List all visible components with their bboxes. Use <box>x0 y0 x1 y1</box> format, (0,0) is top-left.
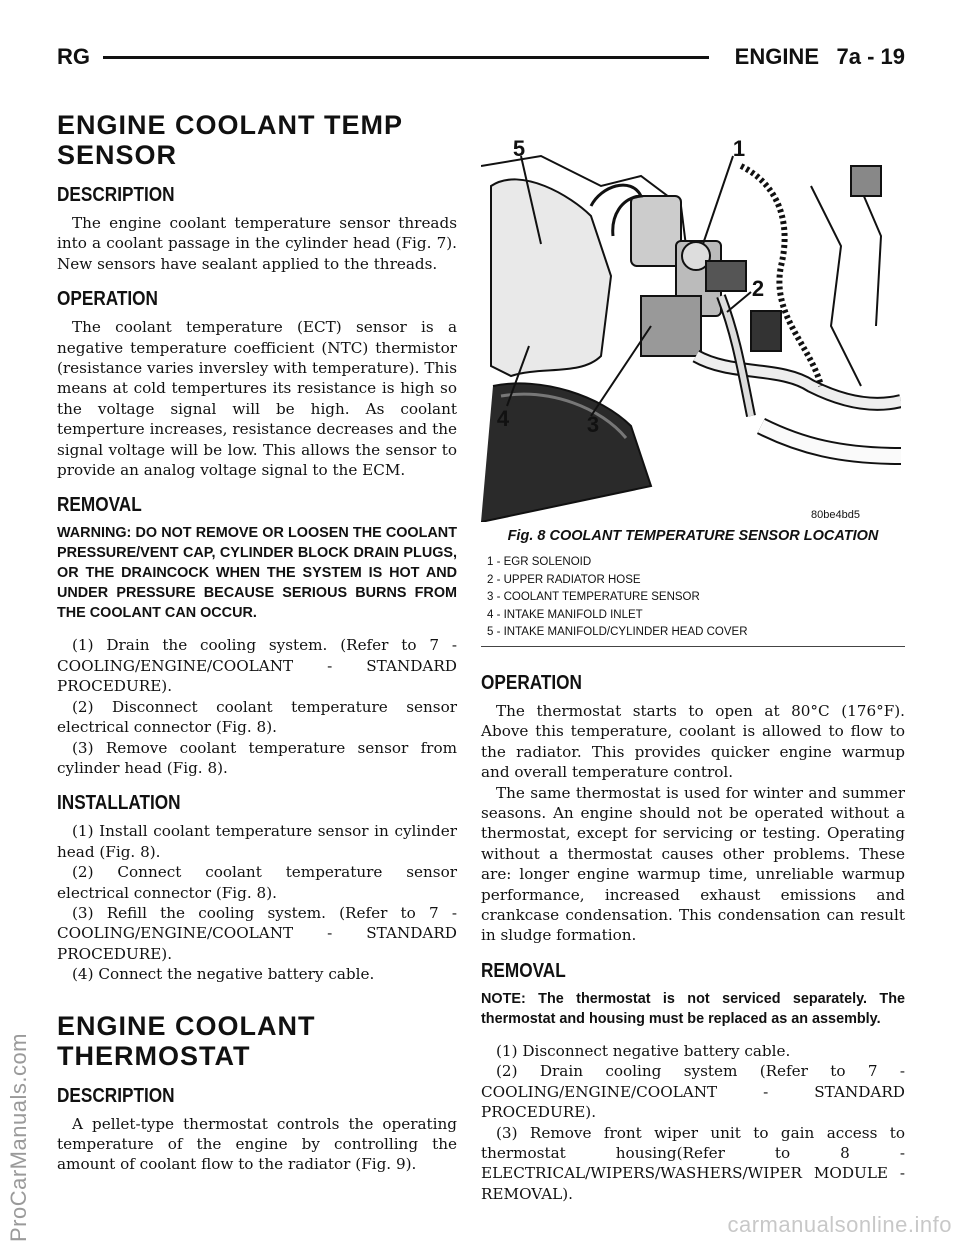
section-title-sensor: ENGINE COOLANT TEMP SENSOR <box>57 110 403 170</box>
callout-1: 1 <box>732 136 746 161</box>
footer-watermark: carmanualsonline.info <box>727 1212 952 1237</box>
callout-4: 4 <box>496 406 510 431</box>
legend-item: 5 - INTAKE MANIFOLD/CYLINDER HEAD COVER <box>487 626 748 638</box>
header-rule <box>103 56 709 59</box>
paragraph-description: The engine coolant temperature sensor threads into a coolant passage in the cylinder head (Fig. 7). New sensors have sealant applied to the threads. <box>57 214 457 273</box>
side-watermark: ProCarManuals.com <box>6 1032 31 1242</box>
paragraph-operation-2b: The same thermostat is used for winter and summer seasons. An engine should not be operated without a thermostat, except for servicing or testing. Operating without a thermostat causes other problems. These are: longer engine warmup time, unreliable warmup performance, increased exhaust emissions and crankcase condensation. This condensation can result in sludge formation. <box>481 783 905 945</box>
callout-3: 3 <box>586 412 600 437</box>
removal-step: (1) Drain the cooling system. (Refer to 7 - COOLING/ENGINE/COOLANT - STANDARD PROCEDURE). <box>57 636 457 696</box>
removal2-step: (3) Remove front wiper unit to gain access to thermostat housing(Refer to 8 - ELECTRICAL/WIPERS/WASHERS/WIPER MODULE - REMOVAL). <box>481 1123 905 1203</box>
caption-rule <box>481 646 905 647</box>
warning-text: WARNING: DO NOT REMOVE OR LOOSEN THE COOLANT PRESSURE/VENT CAP, CYLINDER BLOCK DRAIN PLUGS, OR THE DRAINCOCK WHEN THE SYSTEM IS HOT AND UNDER PRESSURE BECAUSE SERIOUS BURNS FROM THE COOLANT CAN OCCUR. <box>57 525 457 622</box>
removal2-step: (1) Disconnect negative battery cable. <box>496 1041 791 1060</box>
paragraph-description-2: A pellet-type thermostat controls the operating temperature of the engine by controlling the amount of coolant flow to the radiator (Fig. 9). <box>57 1114 457 1174</box>
heading-installation: INSTALLATION <box>57 792 181 815</box>
paragraph-operation-2a: The thermostat starts to open at 80°C (176°F). Above this temperature, coolant is allowed to flow to the radiator. This provides quicker engine warmup and overall temperature control. <box>481 702 905 782</box>
note-text: NOTE: The thermostat is not serviced separately. The thermostat and housing must be replaced as an assembly. <box>481 990 905 1027</box>
legend-item: 4 - INTAKE MANIFOLD INLET <box>487 608 643 621</box>
installation-step: (2) Connect coolant temperature sensor electrical connector (Fig. 8). <box>57 863 457 902</box>
left-column <box>57 110 457 1175</box>
installation-step: (1) Install coolant temperature sensor in cylinder head (Fig. 8). <box>57 822 457 861</box>
legend-item: 3 - COOLANT TEMPERATURE SENSOR <box>487 591 700 603</box>
installation-step: (3) Refill the cooling system. (Refer to 7 - COOLING/ENGINE/COOLANT - STANDARD PROCEDURE). <box>57 903 457 963</box>
figure-illustration <box>481 126 901 522</box>
heading-description-2: DESCRIPTION <box>57 1084 175 1107</box>
heading-removal: REMOVAL <box>57 494 142 517</box>
legend-list <box>487 554 905 642</box>
callout-2: 2 <box>751 276 765 301</box>
header-code: RG <box>57 44 90 69</box>
legend-item: 2 - UPPER RADIATOR HOSE <box>487 573 641 586</box>
header-section: ENGINE <box>734 44 819 69</box>
removal-step: (3) Remove coolant temperature sensor from cylinder head (Fig. 8). <box>57 738 457 777</box>
page-header <box>57 44 905 74</box>
heading-operation: OPERATION <box>57 288 158 311</box>
heading-operation-2: OPERATION <box>481 672 582 694</box>
figure-code: 80be4bd5 <box>811 509 860 521</box>
legend-item: 1 - EGR SOLENOID <box>487 556 592 568</box>
section-title-thermostat: ENGINE COOLANT THERMOSTAT <box>57 1010 316 1071</box>
removal2-step: (2) Drain cooling system (Refer to 7 - COOLING/ENGINE/COOLANT - STANDARD PROCEDURE). <box>481 1062 905 1122</box>
engine-drawing <box>481 126 901 522</box>
callout-5: 5 <box>512 136 526 161</box>
paragraph-operation: The coolant temperature (ECT) sensor is a negative temperature coefficient (NTC) thermistor (resistance varies inversley with temperature). This means at cold tempertures its resistance is high so the voltage signal will be high. As coolant temperture increases, resistance decreases and the signal voltage will be low. This allows the sensor to provide an analog voltage signal to the ECM. <box>57 318 457 480</box>
caption-title: Fig. 8 COOLANT TEMPERATURE SENSOR LOCATION <box>507 528 879 544</box>
heading-removal-2: REMOVAL <box>481 959 566 982</box>
removal-step: (2) Disconnect coolant temperature sensor electrical connector (Fig. 8). <box>57 697 457 737</box>
figure-caption <box>481 526 905 647</box>
heading-description: DESCRIPTION <box>57 184 175 206</box>
right-column <box>481 672 905 1204</box>
installation-step: (4) Connect the negative battery cable. <box>72 965 375 984</box>
page-number: 7a - 19 <box>836 44 905 69</box>
